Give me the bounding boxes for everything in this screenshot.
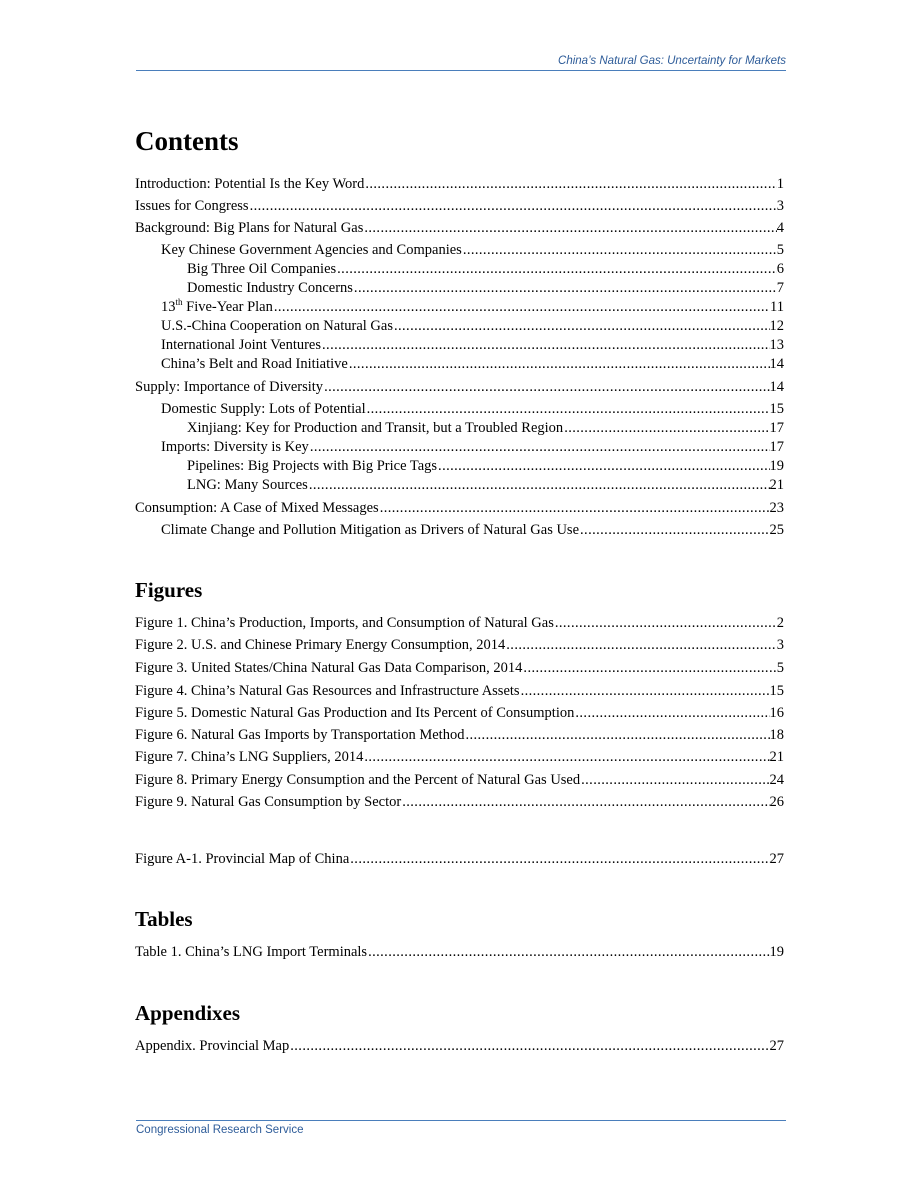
toc-entry-title: Figure 4. China’s Natural Gas Resources and Infrastructure Assets xyxy=(135,683,520,699)
toc-entry-title: Issues for Congress xyxy=(135,198,249,214)
toc-entry-imports[interactable] xyxy=(161,438,784,456)
contents-heading: Contents xyxy=(135,126,239,156)
toc-entry-page: 3 xyxy=(776,198,784,214)
toc-entry-us-china-cooperation[interactable] xyxy=(161,317,784,335)
toc-entry-figure-5[interactable] xyxy=(135,704,784,722)
toc-entry-title: Figure 1. China’s Production, Imports, and Consumption of Natural Gas xyxy=(135,615,554,631)
toc-entry-page: 7 xyxy=(776,280,784,296)
toc-entry-page: 21 xyxy=(769,749,784,765)
toc-entry-page: 23 xyxy=(769,500,784,516)
toc-entry-lng[interactable] xyxy=(187,476,784,494)
toc-entry-xinjiang[interactable] xyxy=(187,419,784,437)
toc-entry-pipelines[interactable] xyxy=(187,457,784,475)
toc-entry-title: Xinjiang: Key for Production and Transit, but a Troubled Region xyxy=(187,420,564,436)
toc-entry-climate-change[interactable] xyxy=(161,521,784,539)
toc-entry-page: 5 xyxy=(776,242,784,258)
toc-entry-figure-9[interactable] xyxy=(135,793,784,811)
toc-entry-figure-8[interactable] xyxy=(135,771,784,789)
toc-entry-title: Domestic Industry Concerns xyxy=(187,280,353,296)
toc-entry-table-1[interactable] xyxy=(135,943,784,961)
toc-entry-issues-for-congress[interactable] xyxy=(135,197,784,215)
toc-entry-title: China’s Belt and Road Initiative xyxy=(161,356,348,372)
toc-entry-domestic-industry[interactable] xyxy=(187,279,784,297)
toc-entry-page: 24 xyxy=(769,772,784,788)
toc-entry-page: 5 xyxy=(776,660,784,676)
toc-entry-big-three[interactable] xyxy=(187,260,784,278)
toc-entry-title: Supply: Importance of Diversity xyxy=(135,379,324,395)
toc-entry-title: Figure 2. U.S. and Chinese Primary Energy Consumption, 2014 xyxy=(135,637,506,653)
toc-entry-title: Pipelines: Big Projects with Big Price Tags xyxy=(187,458,438,474)
toc-entry-title: U.S.-China Cooperation on Natural Gas xyxy=(161,318,393,334)
toc-entry-title: Consumption: A Case of Mixed Messages xyxy=(135,500,379,516)
toc-entry-page: 19 xyxy=(769,458,784,474)
toc-entry-page: 11 xyxy=(770,299,784,315)
toc-entry-title: 13th Five-Year Plan xyxy=(161,297,273,315)
toc-entry-figure-3[interactable] xyxy=(135,659,784,677)
toc-entry-page: 27 xyxy=(769,851,784,867)
toc-entry-title: Figure 5. Domestic Natural Gas Production and Its Percent of Consumption xyxy=(135,705,575,721)
toc-entry-page: 17 xyxy=(769,420,784,436)
toc-entry-page: 26 xyxy=(769,794,784,810)
toc-entry-title: LNG: Many Sources xyxy=(187,477,308,493)
toc-entry-page: 19 xyxy=(769,944,784,960)
toc-entry-title: Appendix. Provincial Map xyxy=(135,1038,290,1054)
toc-entry-title: Figure A-1. Provincial Map of China xyxy=(135,851,350,867)
toc-entry-title: Background: Big Plans for Natural Gas xyxy=(135,220,364,236)
toc-entry-page: 15 xyxy=(769,683,784,699)
toc-entry-title: Big Three Oil Companies xyxy=(187,261,337,277)
running-header-title: China’s Natural Gas: Uncertainty for Markets xyxy=(558,55,786,67)
toc-entry-title: Figure 3. United States/China Natural Gas Data Comparison, 2014 xyxy=(135,660,523,676)
toc-entry-page: 14 xyxy=(769,379,784,395)
toc-entry-title: Figure 6. Natural Gas Imports by Transportation Method xyxy=(135,727,465,743)
toc-entry-title: Domestic Supply: Lots of Potential xyxy=(161,401,366,417)
toc-entry-page: 16 xyxy=(769,705,784,721)
toc-entry-page: 14 xyxy=(769,356,784,372)
toc-entry-page: 27 xyxy=(769,1038,784,1054)
toc-entry-page: 4 xyxy=(776,220,784,236)
toc-entry-title: Climate Change and Pollution Mitigation as Drivers of Natural Gas Use xyxy=(161,522,580,538)
toc-entry-title: Imports: Diversity is Key xyxy=(161,439,309,455)
running-footer-organization: Congressional Research Service xyxy=(136,1124,304,1136)
header-rule xyxy=(136,70,786,71)
toc-entry-page: 6 xyxy=(776,261,784,277)
toc-entry-title: Figure 7. China’s LNG Suppliers, 2014 xyxy=(135,749,364,765)
footer-rule xyxy=(136,1120,786,1121)
toc-entry-figure-4[interactable] xyxy=(135,682,784,700)
toc-entry-five-year-plan[interactable] xyxy=(161,298,784,316)
toc-entry-belt-and-road[interactable] xyxy=(161,355,784,373)
toc-entry-page: 1 xyxy=(776,176,784,192)
toc-entry-title: Table 1. China’s LNG Import Terminals xyxy=(135,944,368,960)
toc-entry-domestic-supply[interactable] xyxy=(161,400,784,418)
toc-entry-title: International Joint Ventures xyxy=(161,337,322,353)
toc-entry-title: Introduction: Potential Is the Key Word xyxy=(135,176,365,192)
toc-entry-figure-1[interactable] xyxy=(135,614,784,632)
toc-entry-background[interactable] xyxy=(135,219,784,237)
figures-heading: Figures xyxy=(135,578,203,602)
toc-entry-page: 12 xyxy=(769,318,784,334)
toc-entry-introduction[interactable] xyxy=(135,175,784,193)
toc-entry-figure-7[interactable] xyxy=(135,748,784,766)
toc-entry-consumption[interactable] xyxy=(135,499,784,517)
toc-entry-title: Figure 8. Primary Energy Consumption and the Percent of Natural Gas Used xyxy=(135,772,581,788)
appendixes-heading: Appendixes xyxy=(135,1001,241,1025)
toc-entry-page: 25 xyxy=(769,522,784,538)
toc-entry-appendix[interactable] xyxy=(135,1037,784,1055)
toc-entry-figure-6[interactable] xyxy=(135,726,784,744)
toc-entry-key-agencies[interactable] xyxy=(161,241,784,259)
toc-entry-page: 3 xyxy=(776,637,784,653)
toc-entry-page: 21 xyxy=(769,477,784,493)
toc-entry-title: Key Chinese Government Agencies and Companies xyxy=(161,242,462,258)
toc-entry-figure-2[interactable] xyxy=(135,636,784,654)
toc-entry-page: 17 xyxy=(769,439,784,455)
toc-entry-supply[interactable] xyxy=(135,378,784,396)
toc-entry-title: Figure 9. Natural Gas Consumption by Sector xyxy=(135,794,402,810)
toc-entry-page: 15 xyxy=(769,401,784,417)
tables-heading: Tables xyxy=(135,907,193,931)
toc-entry-figure-a1[interactable] xyxy=(135,850,784,868)
toc-entry-page: 13 xyxy=(769,337,784,353)
toc-entry-page: 2 xyxy=(776,615,784,631)
toc-entry-joint-ventures[interactable] xyxy=(161,336,784,354)
toc-entry-page: 18 xyxy=(769,727,784,743)
